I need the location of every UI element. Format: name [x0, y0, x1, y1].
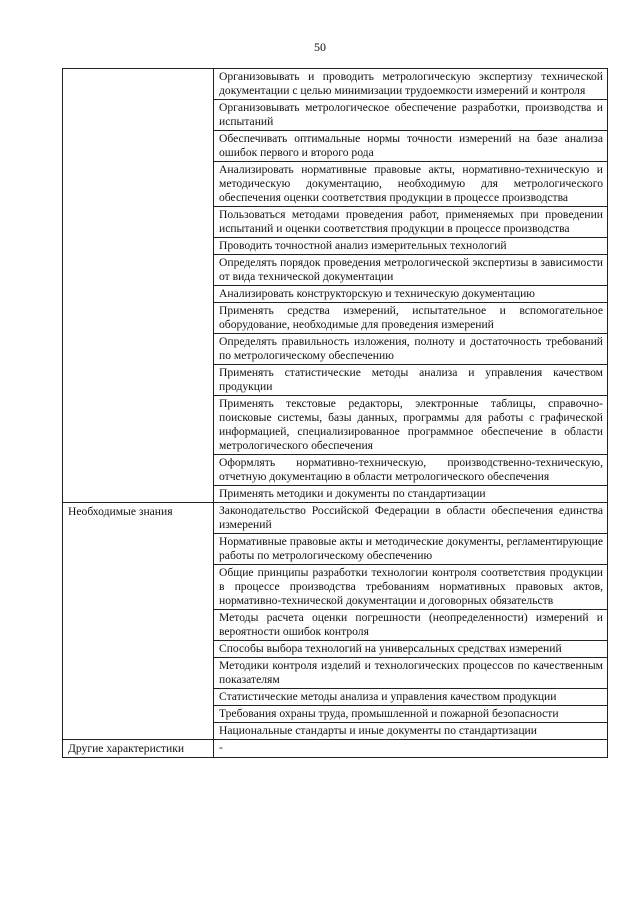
requirement-cell: Статистические методы анализа и управления качеством продукции: [214, 689, 608, 706]
requirement-cell: Нормативные правовые акты и методические документы, регламентирующие работы по метрологическому обеспечению: [214, 534, 608, 565]
requirement-cell: Организовывать метрологическое обеспечение разработки, производства и испытаний: [214, 100, 608, 131]
section-label: [63, 69, 214, 503]
requirement-cell: Организовывать и проводить метрологическую экспертизу технической документации с целью минимизации трудоемкости измерений и контроля: [214, 69, 608, 100]
requirement-cell: Требования охраны труда, промышленной и пожарной безопасности: [214, 706, 608, 723]
requirement-cell: Применять средства измерений, испытательное и вспомогательное оборудование, необходимые для проведения измерений: [214, 303, 608, 334]
section-label: Необходимые знания: [63, 503, 214, 740]
requirement-cell: Методы расчета оценки погрешности (неопределенности) измерений и вероятности ошибок контроля: [214, 610, 608, 641]
requirement-cell: Применять методики и документы по стандартизации: [214, 486, 608, 503]
requirement-cell: Способы выбора технологий на универсальных средствах измерений: [214, 641, 608, 658]
requirement-cell: Определять правильность изложения, полноту и достаточность требований по метрологическому обеспечению: [214, 334, 608, 365]
requirement-cell: Методики контроля изделий и технологических процессов по качественным показателям: [214, 658, 608, 689]
requirement-cell: Применять статистические методы анализа и управления качеством продукции: [214, 365, 608, 396]
requirement-cell: -: [214, 740, 608, 758]
page-number: 50: [314, 40, 326, 54]
table-row: [63, 503, 608, 534]
table-row: [63, 740, 608, 758]
requirement-cell: Обеспечивать оптимальные нормы точности измерений на базе анализа ошибок первого и второго рода: [214, 131, 608, 162]
requirement-cell: Национальные стандарты и иные документы по стандартизации: [214, 723, 608, 740]
requirement-cell: Оформлять нормативно-техническую, производственно-техническую, отчетную документацию в области метрологического обеспечения: [214, 455, 608, 486]
requirement-cell: Определять порядок проведения метрологической экспертизы в зависимости от вида технической документации: [214, 255, 608, 286]
requirement-cell: Применять текстовые редакторы, электронные таблицы, справочно-поисковые системы, базы данных, программы для работы с графической информацией, специализированное программное обеспечение в области метрологического обеспечения: [214, 396, 608, 455]
requirement-cell: Пользоваться методами проведения работ, применяемых при проведении испытаний и оценки соответствия продукции в процессе производства: [214, 207, 608, 238]
requirement-cell: Проводить точностной анализ измерительных технологий: [214, 238, 608, 255]
table-row: [63, 69, 608, 100]
requirement-cell: Анализировать конструкторскую и техническую документацию: [214, 286, 608, 303]
section-label: Другие характеристики: [63, 740, 214, 758]
qualification-table: [62, 68, 608, 758]
requirement-cell: Анализировать нормативные правовые акты, нормативно-техническую и методическую документацию, необходимую для метрологического обеспечения оценки соответствия продукции в процессе производства: [214, 162, 608, 207]
requirement-cell: Общие принципы разработки технологии контроля соответствия продукции в процессе производства требованиям нормативных правовых актов, нормативно-технической документации и договорных обязательств: [214, 565, 608, 610]
requirement-cell: Законодательство Российской Федерации в области обеспечения единства измерений: [214, 503, 608, 534]
